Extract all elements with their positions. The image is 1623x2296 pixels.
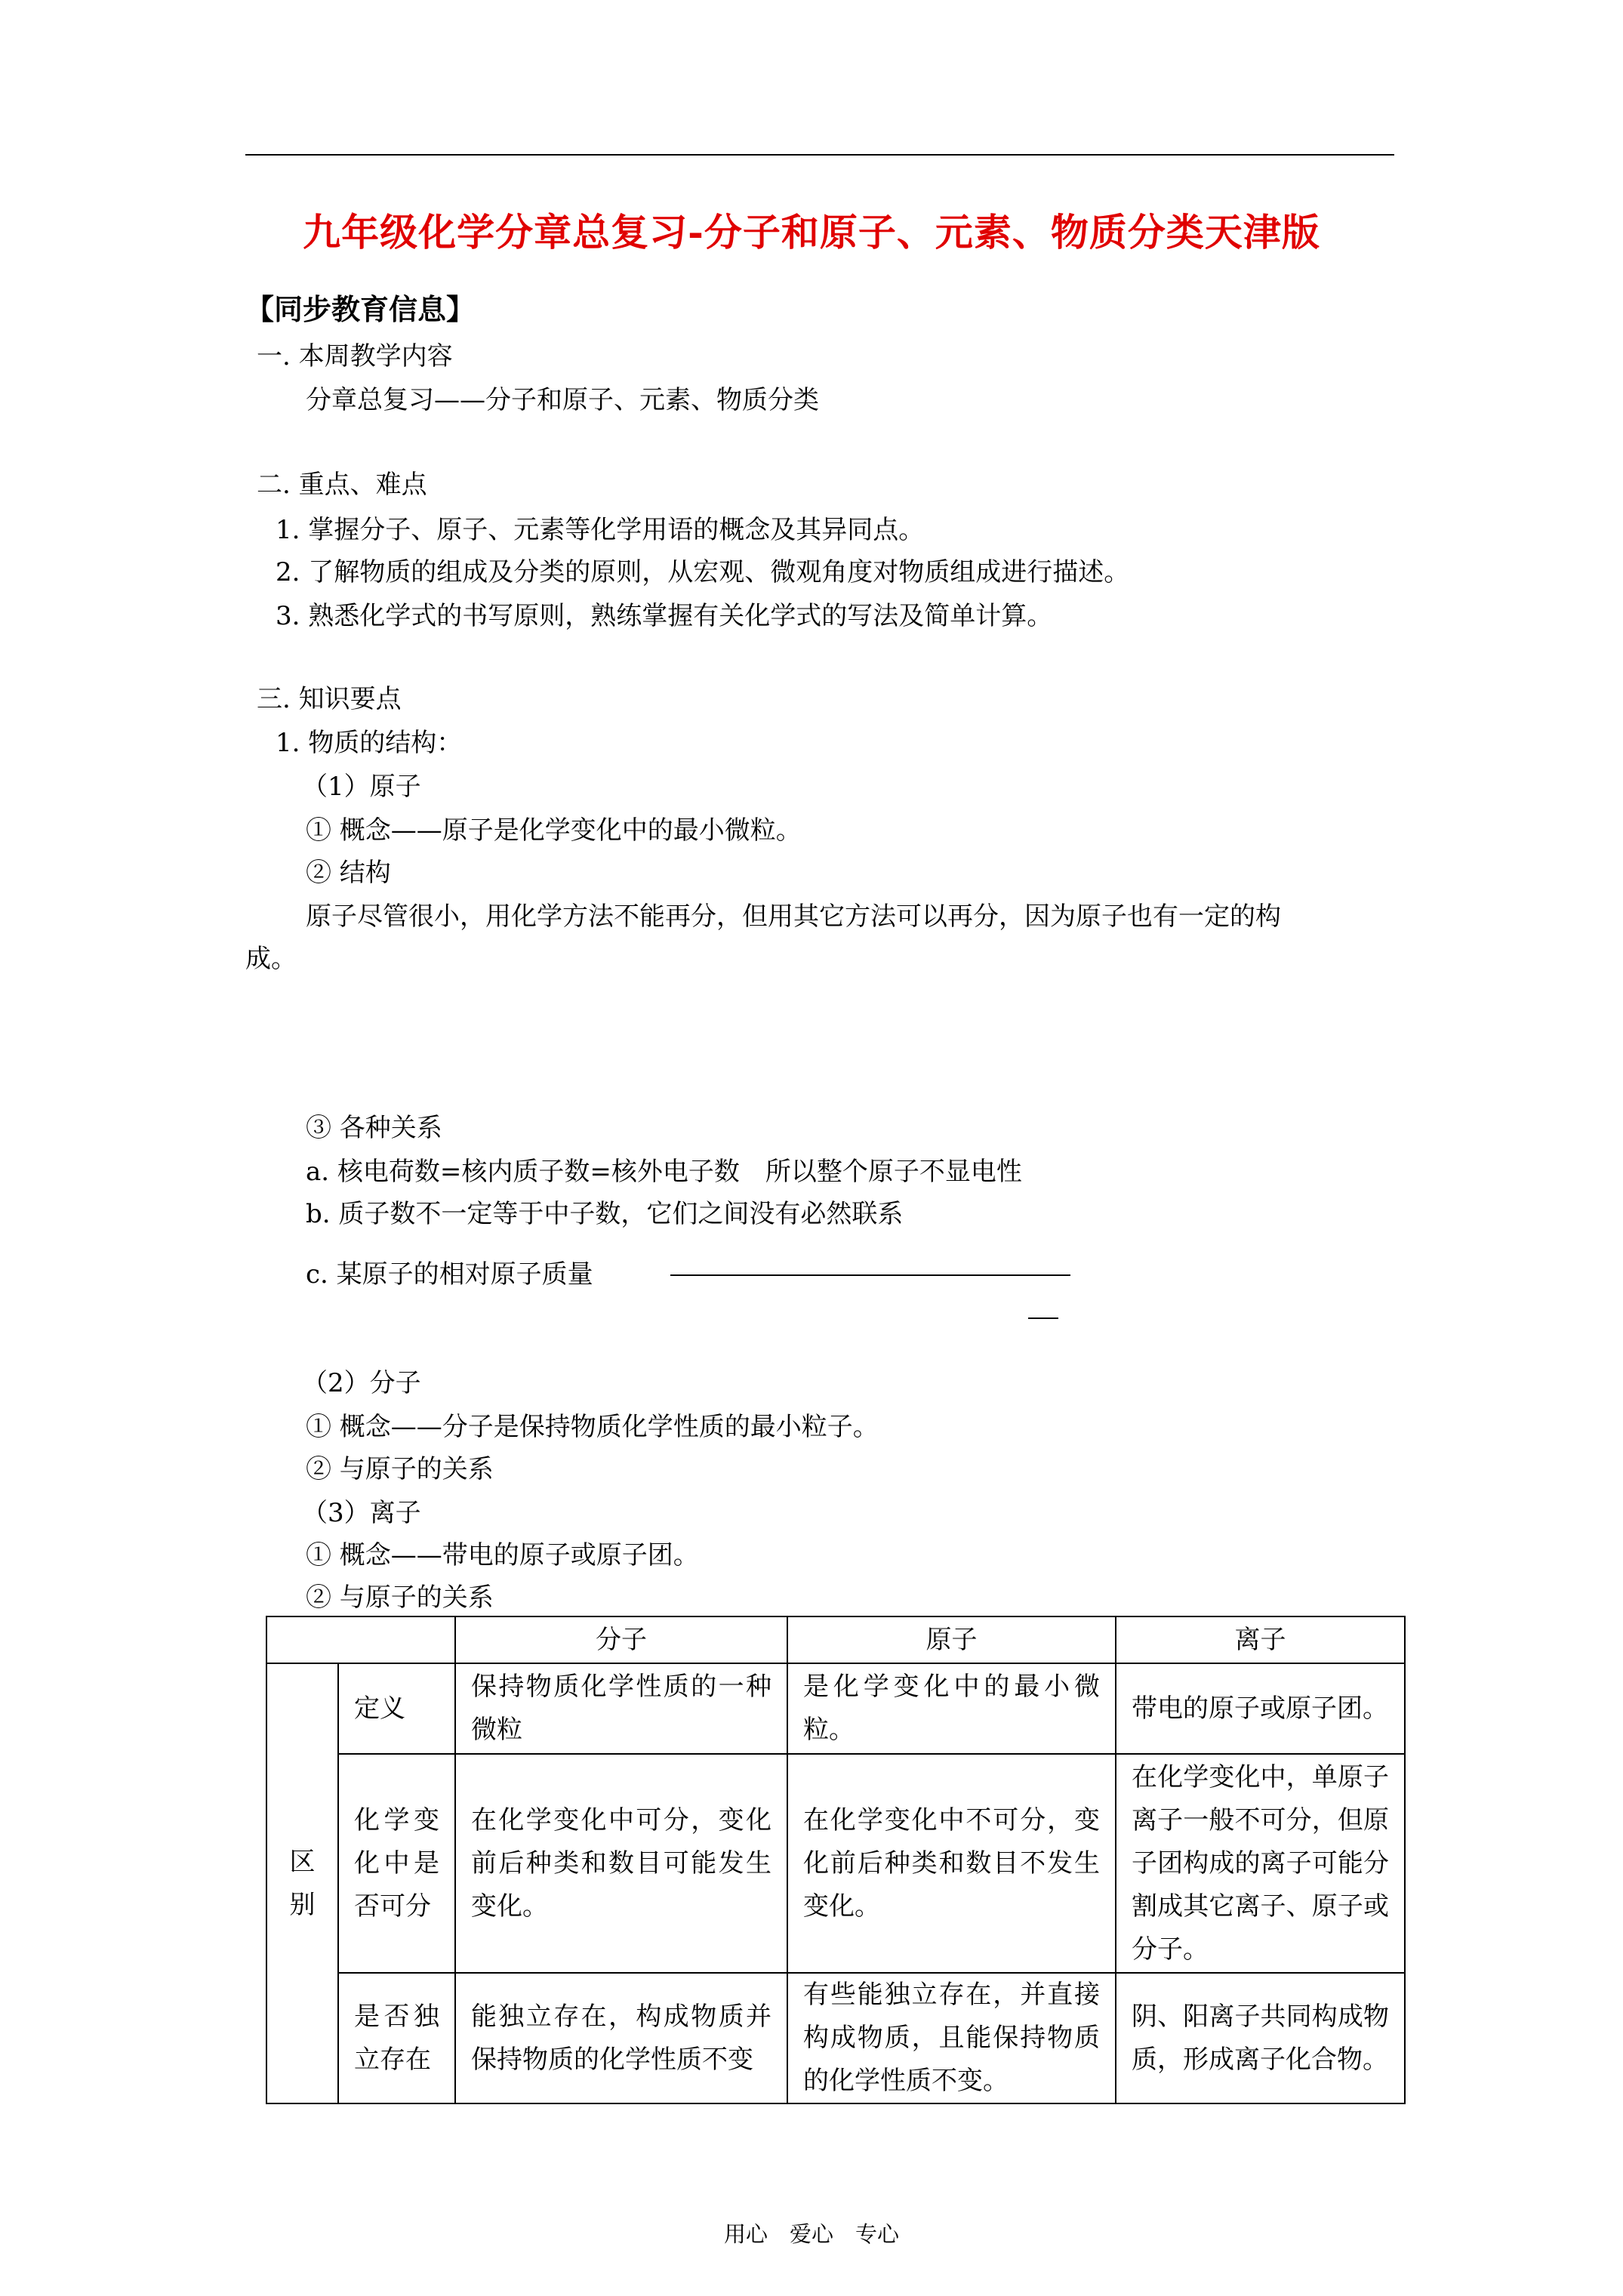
section-1-text: 分章总复习——分子和原子、元素、物质分类	[306, 385, 819, 415]
header-molecule: 分子	[455, 1616, 787, 1663]
ion-concept: ① 概念——带电的原子或原子团。	[306, 1540, 699, 1570]
relation-b: b. 质子数不一定等于中子数，它们之间没有必然联系	[306, 1199, 904, 1229]
table-cell: 在化学变化中可分，变化前后种类和数目可能发生变化。	[455, 1754, 787, 1973]
table-row	[266, 1754, 1405, 1973]
table-cell: 保持物质化学性质的一种微粒	[455, 1663, 787, 1754]
relation-a: a. 核电荷数=核内质子数=核外电子数 所以整个原子不显电性	[306, 1157, 1022, 1187]
atom-structure: ② 结构	[306, 858, 391, 888]
table-row	[266, 1973, 1405, 2103]
fraction-dash	[1028, 1318, 1058, 1319]
row-label: 定义	[338, 1663, 455, 1754]
section-2-heading: 二. 重点、难点	[257, 470, 427, 500]
comparison-table	[266, 1616, 1406, 2104]
row-label: 是否独立存在	[338, 1973, 455, 2103]
knowledge-point-1: 1. 物质的结构：	[276, 728, 463, 758]
atom-paragraph-line-2: 成。	[245, 944, 297, 974]
table-corner-cell	[266, 1616, 455, 1663]
sync-heading: 【同步教育信息】	[245, 292, 476, 326]
relation-c: c. 某原子的相对原子质量	[306, 1259, 593, 1290]
molecule-relation: ② 与原子的关系	[306, 1454, 494, 1484]
table-cell: 是化学变化中的最小微粒。	[787, 1663, 1116, 1754]
table-cell: 在化学变化中，单原子离子一般不可分，但原子团构成的离子可能分割成其它离子、原子或分子。	[1116, 1754, 1405, 1973]
atom-paragraph-line-1: 原子尽管很小，用化学方法不能再分，但用其它方法可以再分，因为原子也有一定的构	[306, 901, 1281, 932]
header-ion: 离子	[1116, 1616, 1405, 1663]
table-cell: 能独立存在，构成物质并保持物质的化学性质不变	[455, 1973, 787, 2103]
key-point-1: 1. 掌握分子、原子、元素等化学用语的概念及其异同点。	[276, 515, 925, 545]
table-row	[266, 1663, 1405, 1754]
table-cell: 带电的原子或原子团。	[1116, 1663, 1405, 1754]
page-footer: 用心 爱心 专心	[723, 2221, 899, 2247]
atom-concept: ① 概念——原子是化学变化中的最小微粒。	[306, 815, 802, 846]
table-cell: 阴、阳离子共同构成物质，形成离子化合物。	[1116, 1973, 1405, 2103]
ion-relation: ② 与原子的关系	[306, 1583, 494, 1613]
row-label: 化学变化中是否可分	[338, 1754, 455, 1973]
table-cell: 在化学变化中不可分，变化前后种类和数目不发生变化。	[787, 1754, 1116, 1973]
molecule-concept: ① 概念——分子是保持物质化学性质的最小粒子。	[306, 1412, 879, 1442]
relations-heading: ③ 各种关系	[306, 1113, 442, 1143]
ion-heading: （3）离子	[302, 1498, 421, 1528]
document-title: 九年级化学分章总复习-分子和原子、元素、物质分类天津版	[303, 210, 1320, 254]
group-label-difference: 区 别	[266, 1663, 338, 2103]
key-point-3: 3. 熟悉化学式的书写原则，熟练掌握有关化学式的写法及简单计算。	[276, 601, 1053, 631]
header-atom: 原子	[787, 1616, 1116, 1663]
key-point-2: 2. 了解物质的组成及分类的原则，从宏观、微观角度对物质组成进行描述。	[276, 557, 1130, 587]
fraction-bar	[670, 1274, 1070, 1276]
section-1-heading: 一. 本周教学内容	[257, 341, 453, 371]
table-header-row	[266, 1616, 1405, 1663]
atom-heading: （1）原子	[302, 772, 421, 802]
section-3-heading: 三. 知识要点	[257, 684, 402, 714]
table-cell: 有些能独立存在，并直接构成物质，且能保持物质的化学性质不变。	[787, 1973, 1116, 2103]
header-rule	[245, 154, 1394, 156]
molecule-heading: （2）分子	[302, 1368, 421, 1398]
